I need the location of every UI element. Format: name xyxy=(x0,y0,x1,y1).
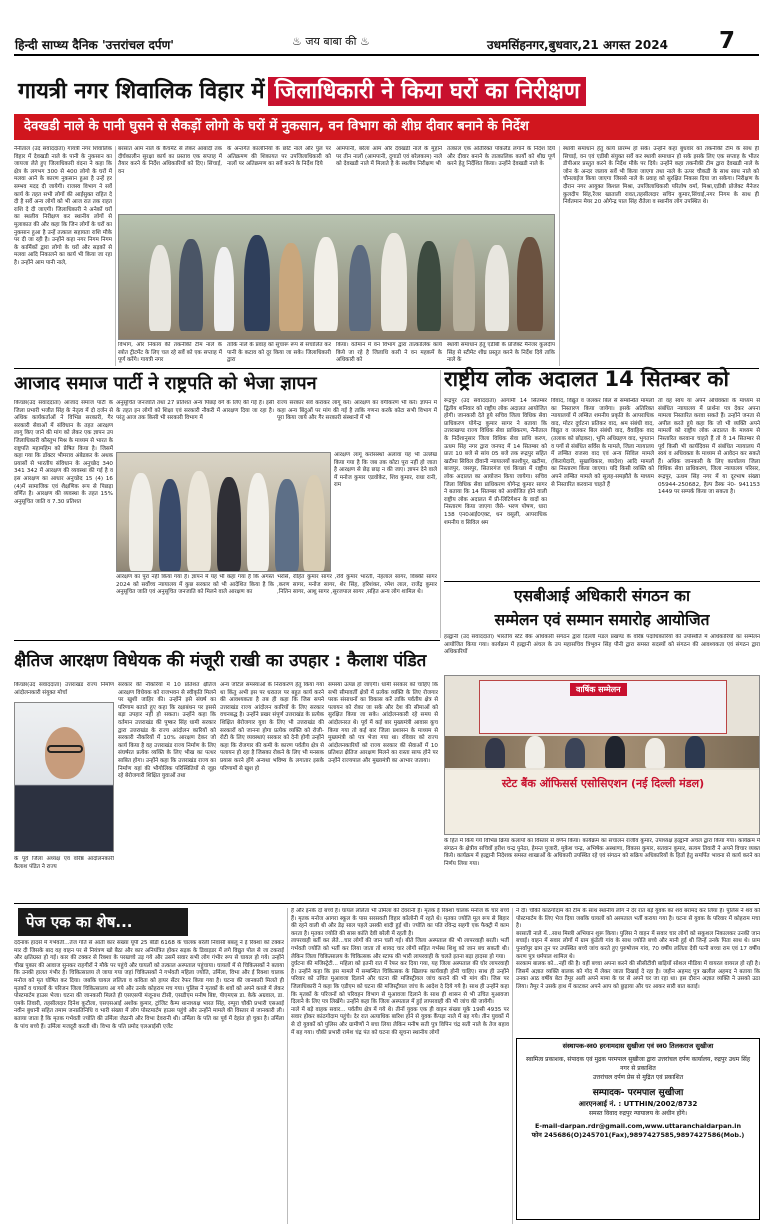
banner-subtitle: स्टेट बैंक ऑफिसर्स एसोसिएशन (नई दिल्ली मंडल) xyxy=(501,777,705,790)
masthead-slogan: जय बाबा की xyxy=(305,35,357,48)
story1-col-d: तत्काल एक अतिरिक्त पोकलैंड लगाने के निर्देश दिये और दीवार बनाने के तात्कालिक कार्यों को शीघ्र पूर्ण करने हेतु निर्देशित किया। उन्होंने देवखडी नाले के xyxy=(447,146,555,168)
story2-col3a: राज्य सरकार सर्वे कराकर लागू करें। आरक्षण का वर्गीकरण भी करें। ज्ञापन में कहा अन्य बिंदुओं पर मांग की गई है ताकि गणना करके कोटा सभी विभाग में पूरा किया जाये और गैर सरकारी संस्थानों में भी xyxy=(277,400,437,422)
story5-photo-caption: के पूर्व जिला अध्यक्ष एवं वरिष्ठ आंदोलनकारी कैलाश पंडित ने राज्य xyxy=(14,856,114,870)
swirl-ornament-icon: ♨ xyxy=(292,35,302,48)
imprint-founder1: संस्थापक-स्व0 हरनामदास सुखीजा xyxy=(562,1042,645,1050)
story1-col1: नैनीताल (उद संवाददाता) गायत्री नगर शिवालिक विहार में देवखडी नाले के पानी के नुकसान का जायजा लेते हुए जिलाधिकारी वंदना ने कहा कि क्षेत्र के लगभग 300 से 400 लोगो के घरों में मलवा आने के कारण नुकसान हुआ है उन्हें हर सम्भव मदद दी जायेगी। राजस्व विभाग ने सर्वे कार्य के तहत सभी लोगों की आईसुक्त राहित दे दी है सर्वे अन्य लोगों को भी आज रात तक राहत राशि दे दी जाएगी। जिलाधिकारी ने अनेकों घरों का स्थलीय निरीक्षण कर स्थानीय लोगों से मुलाकात की और कहा कि जिन लोगों के घरों का नुकसान हुआ है उन्हें तत्काल सहायता राशि मौके पर दी जा रही है। उन्होंने कहा नगर निगम निगम के कार्मिकों द्वारा लोगो के घरों और सड़कों से मलवा आदि निकालने का कार्य भी किया जा रहा है। उन्होंने आम पानी नाले, xyxy=(14,146,112,266)
portrait-face xyxy=(45,727,85,779)
page-number: 7 xyxy=(719,28,736,54)
imprint-jurisdiction: समस्त विवाद रुद्रपुर न्यायालय के अधीन होंगे। xyxy=(589,1110,687,1117)
imprint-line1: स्वामित्व प्रकाशक, संपादक एवं मुद्रक परमपाल सुखीजा द्वारा उत्तरांचल दर्पण कार्यालय, रुद्रपुर उधम सिंह नगर से प्रकाशित xyxy=(525,1056,751,1072)
story2-col3b: आरक्षण लागू करोसंस्थों अलावा यह भी उल्लेख किया गया है कि जब तक कोटा पूरा नहीं हो जाता है आरक्षण से छेड़ छाड़ न की जाए। ज्ञापन देने वाले में मनोज कुमार एडवोकेट, शिव कुमार, राधा रानी, राम xyxy=(334,452,437,489)
story1-headline-part2: जिलाधिकारी ने किया घरों का निरीक्षण xyxy=(268,77,585,106)
story1-col-e: स्थायी समाधान हेतु कार्य प्रारम्भ हो सके। उन्होंने कहा बुधवार को तकनीकी टीम के साथ ही सिचाई, वन एवं एडीबी संयुक्त सर्वे कर स्थायी समाधान हो सके इसके लिए एक सप्ताह के भीतर डीपीआर प्रस्तुत करने के निर्देश मौके पर दिये। उन्होंने कहा तकनीकी टीम द्वारा देवखडी नाले के जोन के अन्दर जलाय सर्वे भी किया जाएगा तथा नाले के ऊपर चौकडी के साथ साथ नाले को चौनलाईज किया जाएगा जिससे नाले के प्रवाह को सुरक्षित निकास दिया जा सकेगा। निरीक्षण के दौरान नगर आयुक्त किशल मिश्रा, उपजिलाधिकारी परितोष वर्मा, मिश्रा,एडीबी प्रोजेक्ट मैनेजर कुलदीप सिंह,रेंजर खाताली रावत,तहसीलदार सचिन कुमार,सिंचाई,नगर निगम के साथ ही निर्वतमान मेयर 20 ओगेन्द्र पाल सिंह रौतेला व स्थानीय लोग उपस्थित थे। xyxy=(563,146,759,206)
story2-photo-memorandum xyxy=(116,452,331,572)
masthead-center xyxy=(292,34,370,49)
story5-col2: सरकार की नौकरियों में 10 प्रतिशत क्षैतिज आरक्षण विधेयक को राजभवन से स्वीकृति मिलने पर खुशी जाहिर की। उन्होंने इसे संघर्ष का परिणाम बताते हुए कहा कि रक्षाबंधन पर इससे बड़ा उपहार नहीं हो सकता। उन्होंने कहा कि वर्तमान उत्तराखंड की पुष्कर सिंह धामी सरकार द्वारा उत्तराखंड के राज्य आंदोलन कारियों को सरकारी नौकरियों में 10% आरक्षण देकर जो कार्य किया है वह उत्तराखंड राज्य निर्माण के लिए संघर्षरत प्रत्येक व्यक्ति के लिए भीख का पत्थर साबित होगा। उन्होंने कहा कि उत्तराखंड राज्य का निर्माण यहां की भौगोलिक परिस्थितियों से जूझ रहे बेरोजगारी शिक्षित युवाओं तथा xyxy=(118,682,216,780)
story5-headline: क्षैतिज आरक्षण विधेयक की मंजूरी राखी का उपहार : कैलाश पंडित xyxy=(14,651,427,671)
story5-col4: समस्या उत्पन्न हो जाएगी। धामी सरकार को चाहिए कि सभी सीमावर्ती क्षेत्रों में प्रत्येक व्यक्ति के लिए रोजगार परक संसाधनों का विकास करें ताकि पर्वतीय क्षेत्र से पलायन को रोका जा सके और देश की सीमाओं को सुरक्षित किया जा सके। आंदोलनकारी रहे समय से आंदोलनरत थे। पूर्व में कई बार मुख्यमंत्री आवास कूच किया गया तो कई बार जिला प्रशासन के माध्यम से मुख्यमंत्री को पत्र भेजा गया था। रविवार को राज्य आंदोलनकारियों को राज्य सरकार की सेवाओं में 10 प्रतिशत क्षैतिज आरक्षण मिलने का रास्ता साफ होने पर उन्होंने राज्यपाल और मुख्यमंत्री का आभार जताया। xyxy=(328,682,438,764)
story1-subhead: देवखडी नाले के पानी घुसने से सैकड़ों लोगो के घरों में नुकसान, वन विभाग को शीघ्र दीवार बनाने के निर्देश xyxy=(14,114,759,140)
story6-headline: पेज एक का शेष... xyxy=(18,908,188,936)
imprint-founder2: स्व0 तिलकराज सुखीजा xyxy=(656,1042,714,1050)
conference-banner xyxy=(479,680,727,734)
story3-headline: राष्ट्रीय लोक अदालत 14 सितम्बर को xyxy=(444,367,729,391)
story2-col2b: आरक्षण का पूरा नहीं किया गया है। ज्ञापन में यह भी कहा गया है कि अगस्त 2024 को सर्वोच्च न्यायालय में कुछ सरकार को भी आदेशित किया है कि अनुसूचित जाति एवं अनुसूचित जनजाति को मिलने वाले आरक्षण का xyxy=(116,574,274,596)
masthead-newspaper-name: हिन्दी साप्ध्य दैनिक 'उत्तरांचल दर्पण' xyxy=(15,38,174,52)
story3-col2: विवाद, विद्युत व जलकर बिल से सम्बन्धित मामलों का निस्तारण किया जायेगा। इसके अतिरिक्त न्यायालयों में लम्बित शमनीय प्रकृति के आपराधिक वाद, मोटर दुर्घटना प्रतिकर वाद, श्रम संबंधी वाद, विद्युत व जलकर बिल संबंधी वाद, वैवाहिक वाद (तलाक को छोड़कर), भूमि अधिग्रहण वाद, भुगतान व पगों से संबंधित सर्विस के मामले, जिला न्यायालय में लम्बित राजस्व वाद एवं अन्य सिविल मामले (किरायेदारी, सुखाधिकार, व्यादेश) आदि मामलों का निस्तारण किया जाएगा। यदि किसी व्यक्ति को अपने लम्बित मामले को सुलह-समझौते के माध्यम से निस्तारित करवाना चाहते हैं xyxy=(551,398,654,488)
story1-caption1: विभाग, और निकाय की तकनीकी टीम नाले के स्त्रोत ट्रीटमेंट के लिए चल रहे सर्वे को एक सप्ताह में पूर्ण करेंगे। गायत्री नगर xyxy=(118,342,222,364)
story1-headline xyxy=(14,74,759,110)
story1-caption4: स्थायी समाधान हेतु एडीबी के प्रोजेक्ट मैनेजर कुलदीप सिंह से स्टीमेट शीघ्र प्रस्तुत करने के निर्देश दिये ताकि नाले के xyxy=(447,342,555,364)
banner-lower xyxy=(445,770,760,835)
imprint-box xyxy=(516,1038,760,1220)
imprint-email: E-mail-darpan.rdr@gmail.com,www.uttaranchaldarpan.in xyxy=(534,1122,741,1130)
story6-col2: है और इनके दो बच्चे हैं। घायल ललिता भी उर्मिला की देवरानी है। मृतक ई रिक्शा चालक मनोज के चार बच्चे हैं। मृतक मनोज आगरा स्कूल के पास सरसवती विहार कॉलोनी में रहते थे। मृतका ज्योति मूल रूप से बिहार की रहने वाली थी और डेढ़ साल पहले उसकी शादी हुई थी। ज्योति का पति रविन्द्र सहगी एक फैक्ट्री में काम करता है। मृतका ज्योति की सास कांति देवी बरेली में रहती है। लापरवाही बर्ती कर लेते...चार लोगों की जान चली गई। बीते जिला अस्पताल की भी लापरवाही बरती। भर्ती गर्भवती ज्योति को भर्ती कर लिया जाता तो शायद चार लोगों सहित गर्भस्थ शिशु को जान बच सकती थी। लेकिन जिला चिकित्सालय के चिकित्सक और स्टाफ की भारी लापरवाही के चलते इतना बड़ा हादसा हो गया। दुर्घटना की मजिस्ट्रेटी... महिला को इतनी रात में रेफर कर दिया गया, यह जिला अस्पताल की घोर लापरवाही है। उन्होंने कहा कि इस मामले में सम्बन्धित चिकित्सक के खिलाफ कार्यवाही होनी चाहिए। साथ ही उन्होंने परिवार को उचित मुआवजा दिलाने और घटना की मजिस्ट्रीयल जांच कराने की भी मांग की। जिस पर जिलाधिकारी ने कहा कि एडीएम को घटना की मजिस्ट्रीयल जांच के आदेश दे दिये गये है। साथ ही उन्होंने कहा कि मृतकों के परिजनों को परिवहन विभाग से मुआवजा दिलाने के साथ ही शासन से भी उचित मुआवजा दिलाने के लिए पत्र लिखेंगे। उन्होंने कहा कि जिला अस्पताल में हुई लापरवाही की भी जांच की जायेगी। नाले में बड़े वाहक सवार... पर्वतीय क्षेत्र में गये थे। तीनों युवक एक ही वाहन संख्या यूके 19सी 4935 पर सवार होकर कांठगोदाम पहुंचे। देर रात अत्याधिक बारिश होने से युवक कैंपड़ा नाले में बह गये। तीन युवकों में से दो युवकों को पुलिस और ग्रामीणों ने बचा लिया लेकिन मनीष सती पुत्र विपिन चंद्र सती नाले के तेज बहाव में बह गया। चौकी प्रभारी रामेश चंद्र पंत को घटना की सूचना स्थानीय लोगों xyxy=(291,908,509,1036)
story6-col3: ने दी। चौकी कांठगोदाम की टीम के साथ स्थानीय लोग ने देर रात बड़े युवक का शव बरामद कर लिया है। पुलिस ने शव को पोस्टमार्टम के लिए भेज दिया जबकि घायलों को अस्पताल भर्ती कराया गया है। घटना से युवक के परिवार में कोहराम मचा है। बरसाती नाले में...साथ मिस्त्री अभियान शुरू किया। पुलिस ने वाहन में सवार चार लोगों को सकुशल निकालकर उनकी जान बचाई। वाहन में सवार लोगों में ग्राम कुंडेली गांव के साथ ज्योति बच्चे और मानी हुई थी जिन्हें उनके पिता साथ थे। प्राम पुनर्वापुर ग्राम तुन पर उपस्थित बच्चे जांच करते हुए पुरुषोत्तम गांव, 70 वर्षीय ललिता देवी पत्नी बच्चा राम एवं 17 वर्षीय करण पुत्र धर्मपाल शामिल थे। सरकाम बालक को...नहीं की है। वहीं बच्चा अपना करने की सीसीटीवी बाड़ियों सोशल मीडिया में वायरल वायरल हो रही है। जिसमें अज्ञात व्यक्ति बालक को गोद में लेकर जाता दिखाई दे रहा है। जहीन अहमद पुत्र खलील अहमद ने बताया कि उनका आठ वर्षीय बेटा तैमूर अली अपने मामा के घर से अपने घर जा रहा था। इस दौरान अज्ञात व्यक्ति ने उसको उठा लिया। तैमूर ने उसके हाथ में काटकर अपने आप को छुड़ाया और घर आकर सारी बात बताई। xyxy=(516,908,760,990)
story1-col-a: बरसात आम नाले के कैचमेंट से लेकर आबादी तक दीर्घकालीन सुरक्षा कार्य का प्रस्ताव एक सप्ताह में तैयार करने के निर्देश अधिकारियों को दिए। सिंचाई, वन xyxy=(118,146,222,175)
imprint-founders xyxy=(521,1042,755,1051)
story1-col-c: आमपानी, बरेला आम और देवखडी नाले के मुहाने पर तीन नालों (आमपानी, दुगाडो एवं बरेलकाम) नाले को देवखडी नाले में मिलाते है के स्थलीय निरीक्षण भी xyxy=(336,146,442,168)
imprint-and: एवं xyxy=(646,1042,655,1050)
story2-col1: किच्छा(उद संवाददाता) आजाद समाज पार्टी के जिला प्रभारी भजीत सिंह के नेतृत्व में दो दर्जन से अधिक कार्यकर्ताओं ने विभिन्न सरकारी, गैर सरकारी सेवाओं में संविधान के तहत आरक्षण लागू किए जाने की मांग को लेकर एक ज्ञापन उप जिलाधिकारी कौस्तुभ मिश्र के माध्यम से भारत के राष्ट्रपति महामहिम को प्रेषित किया है। जिसमें कहा गया कि डॉक्टर भीमराव अंबेडकर के अथक प्रयासों से भारतीय संविधान के अनुच्छेद 340 341 342 में आरक्षण की व्यवस्था की गई है व इस आरक्षण का आधार अनुच्छेद 15 (4) 16 (4)में सामाजिक एवं शैक्षणिक रूप से पिछड़ा वर्णित है। आरक्षण की व्यवस्था के तहत 15% अनुसूचित जाति व 7.30 प्रतिशत xyxy=(14,400,113,505)
story2-headline: आजाद समाज पार्टी ने राष्ट्रपति को भेजा ज्ञापन xyxy=(14,373,317,394)
story6-col1: दर्दनाक हादसे में गर्भवती...तेज गति से आती कार संख्या यूपी 25 बीडी 6168 के चालक बरेली निवासी बबलू ने ई रिक्शा को टक्कर मार दी जिसके बाद वह वाहन पर से नियंत्रण खो बैठा और कार अनियंत्रित होकर सड़क के डिवाइडर में लगे विद्युत पोल से जा टकराई और क्षतिग्रस्त हो गई। कार की टक्कर से रिक्शा के परखच्चे उड़ गये और उसमें सवार सभी लोग गंभीर रूप से घायल हो गये। उन्होंने चीख पुकार की आवाज सुनकर राहगीरों ने मौके पर पहुंचे और घायलों को तत्काल अस्पताल पहुंचाया। घायलों में से चिकित्सकों ने बताया कि उनकी हालत गंभीर है। चिकित्सालय ले जाया गया जहां चिकित्सकों ने गर्भवती महिला ज्योति, उर्मिला, विभा और ई रिक्शा चालक मनोज को मृत घोषित कर दिया। जबकि घायल ललिता व कविता को हायर सेंटर रेफर किया गया है। घटना की जानकारी मिलते ही मृतकों व घायलों के परिजन जिला चिकित्सालय आ गये और उनके कोहराम मच गया। पुलिस ने मृतकों के शवों को अपने कब्जे में लेकर पोस्टमार्टम हाउस भेजा। घटना की जानकारी मिलते ही एसएसपी मंजूनाथ टीसी, एसडीएम मनीष बिष्ट, पीएमएस डा. केके अग्रवाल, डा. एमके तिवारी, तहसीलदार दिनेश कुटौला, एसएसआई अशोक कुमार, ट्रांजिट कैम्प थानाध्यक्ष भारत सिंह, रम्पुरा चौकी प्रभारी एसआई नवीन बुधानी सहित तमाम जनप्रतिनिधि व भारी संख्या में लोग पोस्टमार्टम हाउस पहुंचे और उन्होंने मामले की विस्तार से जानकारी ली। बताया जाता है कि मृतक गर्भवती ज्योति की उर्मिला जेठानी और विभा देवरानी थी। उर्मिला के पति का पूर्व में देहांत हो चुका है। उर्मिला के पांच बच्चे हैं। उर्मिला मजदूरी करती थी। विभा के पति प्रमोद एलआईसी एजेंट xyxy=(14,940,284,1030)
masthead-rule xyxy=(14,54,759,56)
story3-col1: रूद्रपुर (उद संवाददाता) आगामी 14 सितम्बर द्वितीय शनिवार को राष्ट्रीय लोक अदालत आयोजित होगी। जानकारी देते हुये सचिव जिला विधिक सेवा प्राधिकरण योगेन्द्र कुमार सागर ने बताया कि उत्तराखण्ड राज्य विधिक सेवा प्राधिकरण, नैनीताल के निर्देशानुसार जिला विधिक सेवा प्राधि करण, ऊधम सिंह नगर द्वारा जनपद में 14 सितम्बर को प्रातः 10 बजे से सांय 05 बजे तक रूद्रपुर सहित खटीमा सिविल दीवानी न्यायालयों काशीपुर, खटीमा, बाजपुर, जसपुर, सितारगंज एवं किच्छा में राष्ट्रीय लोक अदालत का आयोजन किया जायेगा। सचिव जिला विधिक सेवा प्राधिकरण योगेन्द्र कुमार सागर ने बताया कि 14 सितम्बर को आयोजित होने वाली राष्ट्रीय लोक अदालत में प्री-लिटिगेशन के वादों का निस्तारण किया जाएगा जैसे- भरण पोषण, धारा 138 एन0आई0एक्ट, धन वसूली, आपराधिक शमनीय व सिविल श्रम xyxy=(444,398,547,526)
imprint-editor: सम्पादक- परमपाल सुखीजा xyxy=(592,1088,684,1098)
masthead-date: उधमसिंहनगर,बुधवार,21 अगस्त 2024 xyxy=(487,38,668,52)
imprint-rni: आरएनआई नं. : UTTHIN/2002/8732 xyxy=(578,1100,698,1108)
story4-photo-conference xyxy=(444,675,760,835)
story3-col3: तो वह स्वयं या अपने अधिवक्ता के माध्यम से संबंधित न्यायालय में प्रार्थना पत्र देकर अपना मामला निस्तारित करवा सकते हैं। उन्होंने जनता से अपील करते हुये कहा कि जो भी व्यक्ति अपने मामलों को राष्ट्रीय लोक अदालत के माध्यम से निस्तारित करवाना चाहते हैं तो वे 14 सितम्बर से पूर्व किसी भी कार्यदिवस में संबंधित न्यायालय में स्वयं व अधिवक्ता के माध्यम से आवेदन कर सकते हैं। अधिक जानकारी के लिए कार्यालय जिला विधिक सेवा प्राधिकरण, जिला न्यायालय परिसर, रूद्रपुर, ऊधम सिंह नगर में या दूरभाष संख्या 05944-250682, हैल्प डैस्क नं0- 941153 1449 पर सम्पर्क किया जा सकता है। xyxy=(658,398,760,496)
story1-caption3: किया। वर्तमान में वन विभाग द्वारा तात्कालिक कार्य किये जा रहे है जिलाधि कारी ने वन महकमें के अधिकारी को xyxy=(336,342,442,364)
banner-title: वार्षिक सम्मेलन xyxy=(570,683,627,696)
story4-caption: के हित में किये गये विभिन्न क्रिया कलापों का विस्तार से वर्णन किया। कार्यक्रम का संचालन राजीव कुमार, उपाध्यक्ष हल्द्वानी अंचल द्वारा किया गया। कार्यक्रम में संगठन के क्षेत्रीय सचिवों हरीश चन्द्र पुनेठा, हेमन्त पुजारी, मुकेश चन्द्र, अभिषेक अस्थाणा, विकास कुमार, सतवान कुमार, सत्यम तिवारी ने अपने विचार व्यक्त किये। कार्यक्रम में हल्द्वानी निदेशक समस्त शाखाओं के अधिकारी उपस्थित रहे एवं संगठन को सक्रिय अधिकारियों के हितों हेतु समर्पित भावना से कार्य करने का निर्णय लिया गया। xyxy=(444,838,760,867)
story4-headline-line2: सम्मेलन एवं सम्मान समारोह आयोजित xyxy=(494,611,710,629)
story2-col3c: भरोसे, रोहित कुमार सागर ,रवि कुमार भारती, नेहलाल सागर, विक्की सागर ,करण सागर, मनोज सागर, शेर सिंह, हरिशंकर, रमेश लाल, राजेंद्र कुमार ,नितिन सागर, आशु सागर ,सूरजपाल सागर ,सहित अन्य लोग शामिल थे। xyxy=(277,574,437,596)
imprint-phone: फोन 245686(O)245701(Fax),9897427585,9897427586(Mob.) xyxy=(531,1131,745,1139)
story5-photo-kailash-pandit xyxy=(14,702,114,852)
story5-col1: किच्छा(उद संवाददाता) उत्तराखंड राज्य निर्माण आंदोलनकारी संयुक्त मोर्चा xyxy=(14,682,114,696)
story1-headline-part1: गायत्री नगर शिवालिक विहार में xyxy=(18,79,265,104)
story2-col2a: अनुसूचित जनजाति तथा 27 प्रतिशत अन्य पिछड़े वर्ग के लिए की गई है। इसी के तहत इन लोगों को शिक्षा एवं सरकारी नौकरी में आरक्षण दिया जा रहा है। परंतु आज तक किसी भी सरकारी विभाग में xyxy=(116,400,274,422)
story1-photo-collector-inspection xyxy=(118,214,555,340)
story5-col3: अन्य जटिल समस्याओं के निराकरण हेतु किया गया था किंतु अभी इस पर धरातल पर बहुत कार्य करने की आवश्यकता है तब ही कहा कि जिस सपने उत्तराखंड राज्य आंदोलन कारियों के लिए सरकार वचनबद्ध है। उन्होंने प्रखर संपूर्ण उत्तराखंड के प्रत्येक शिक्षित बेरोजगार युवा के लिए भी उत्तराखंड की सरकारों को जानना होगा प्रत्येक व्यक्ति को रोजी-रोटी के लिए व्यवस्थाएं सरकार को देनी होगी उन्होंने कहा कि रोजगार की कमी के कारण पर्वतीय क्षेत्र से पलायन हो रहा है जिसका रोकने के लिए भी मनसक प्रयास करने होंगे अन्यथा भविष्य के लगातार इसके परिणामों से खुश हो xyxy=(220,682,324,772)
swirl-ornament-icon: ♨ xyxy=(359,35,370,48)
story4-body: हल्द्वानी (उद संवाददाता) भारतीय स्टेट बैंक अधिकारी संगठन द्वारा दिल्ली मंडल प्रखण्ड के वरिष्ठ पदाधिकारियों की उपस्थिति में अधिकारियों का सम्मेलन आयोजित किया गया। कार्यक्रम में हल्द्वानी अंचल के उप महासचिव त्रिभुवन सिंह पौनी द्वारा समस्त सदस्यों को संगठन की आवश्यकता एवं संगठन द्वारा अधिकारियों xyxy=(444,634,760,656)
story1-caption2: तांकि नाले के प्रवाह को सुचारू रूप से संचालित कर पानी के कटाव को दूर किया जा सके। जिलाधिकारी द्वारा xyxy=(227,342,331,364)
dais xyxy=(445,736,760,768)
imprint-line2: उत्तरांचल दर्पण प्रेस से मुद्रित एवं प्रकाशित xyxy=(592,1074,684,1081)
portrait-glasses-icon xyxy=(47,745,83,753)
story1-col-b: के अन्तर्गत कालोनियों के छोटे नाले और पुल पर अतिक्रमण की शिकायत पर उपजिलाधिकारी को नालों पर अतिक्रमण का सर्वे करने के निर्देश दिये xyxy=(227,146,331,168)
story4-headline-line1: एसबीआई अधिकारी संगठन का xyxy=(514,587,690,605)
